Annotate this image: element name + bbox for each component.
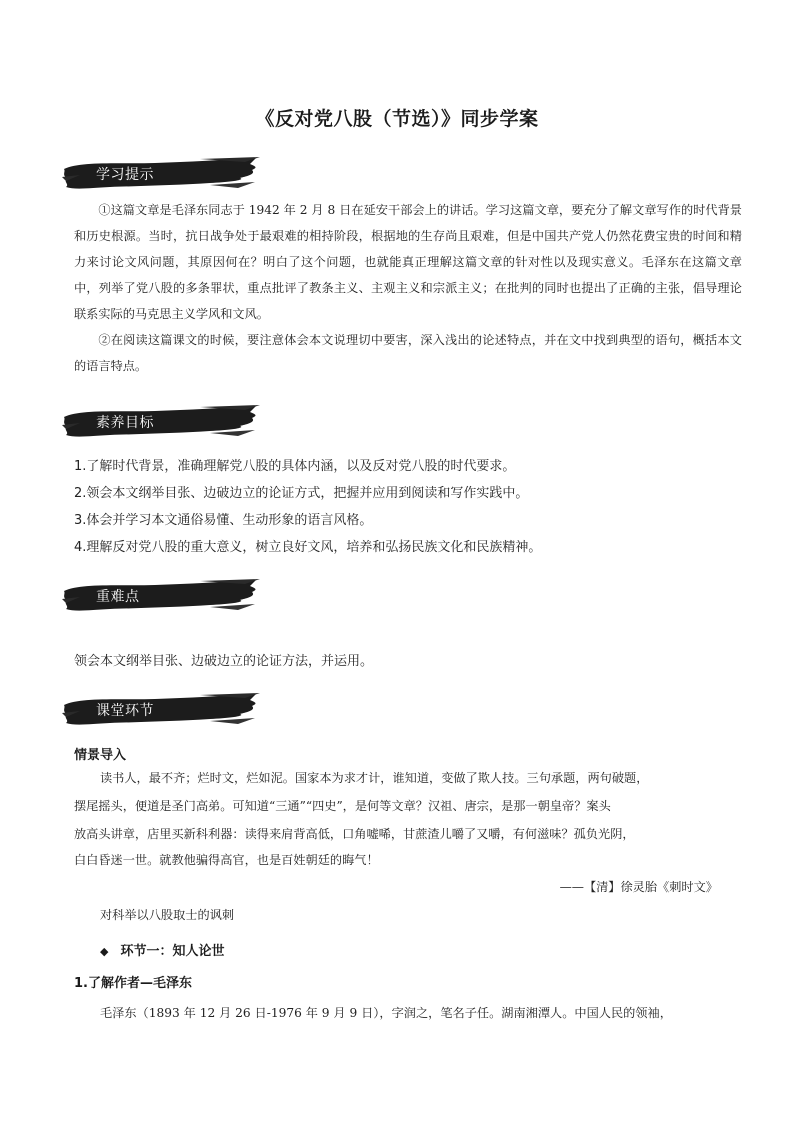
poem-line-2: 摆尾摇头，便道是圣门高弟。可知道“三通”“四史”，是何等文章？汉祖、唐宗，是那一朝皇帝？案头 xyxy=(74,799,611,813)
goal-item-3: 3.体会并学习本文通俗易懂、生动形象的语言风格。 xyxy=(74,513,373,528)
key-points-text: 领会本文纲举目张、边破边立的论证方法，并运用。 xyxy=(74,654,374,669)
brush-stroke-decoration xyxy=(60,693,260,727)
section-label-class: 课堂环节 xyxy=(96,703,154,719)
satire-note: 对科举以八股取士的讽刺 xyxy=(100,908,235,922)
section-label-key-points: 重难点 xyxy=(96,589,140,605)
link-one-label: 环节一：知人论世 xyxy=(120,944,225,959)
brush-stroke-decoration xyxy=(60,405,260,439)
intro-heading: 情景导入 xyxy=(74,748,127,763)
poem-line-1: 读书人，最不齐；烂时文，烂如泥。国家本为求才计，谁知道，变做了欺人技。三句承题，两句破题， xyxy=(100,771,649,785)
diamond-bullet-icon: ◆ xyxy=(100,945,109,958)
hints-paragraph-1: ①这篇文章是毛泽东同志于 1942 年 2 月 8 日在延安干部会上的讲话。学习这篇文章，要充分了解文章写作的时代背景和历史根源。当时，抗日战争处于最艰难的相持阶段，根据地的生存尚且艰难，但是中国共产党人仍然花费宝贵的时间和精力来讨论文风问题，其原因何在？明白了这个问题，也就能真正理解这篇文章的针对性以及现实意义。毛泽东在这篇文章中，列举了党八股的多条罪状，重点批评了教条主义、主观主义和宗派主义；在批判的同时也提出了正确的主张，倡导理论联系实际的马克思主义学风和文风。 xyxy=(74,203,742,321)
section-header-class xyxy=(60,693,260,727)
section-label-goals: 素养目标 xyxy=(96,415,154,431)
goal-item-4: 4.理解反对党八股的重大意义，树立良好文风，培养和弘扬民族文化和民族精神。 xyxy=(74,540,542,555)
link-one-heading xyxy=(100,940,224,959)
brush-stroke-decoration xyxy=(60,157,260,191)
section-label-hints: 学习提示 xyxy=(96,167,154,183)
poem-line-3: 放高头讲章，店里买新科利器：读得来肩背高低，口角嘘唏，甘蔗渣儿嚼了又嚼，有何滋味？孤负光阴， xyxy=(74,827,635,841)
author-sub-heading: 1.了解作者—毛泽东 xyxy=(74,976,192,991)
section-header-hints xyxy=(60,157,260,191)
hints-paragraph-2: ②在阅读这篇课文的时候，要注意体会本文说理切中要害，深入浅出的论述特点，并在文中找到典型的语句，概括本文的语言特点。 xyxy=(74,333,742,373)
goal-item-1: 1.了解时代背景，准确理解党八股的具体内涵，以及反对党八股的时代要求。 xyxy=(74,459,516,474)
brush-stroke-decoration xyxy=(60,579,260,613)
section-header-goals xyxy=(60,405,260,439)
poem-line-4: 白白昏迷一世。就教他骗得高官，也是百姓朝廷的晦气！ xyxy=(74,853,379,867)
poem-source: ——【清】徐灵胎《刺时文》 xyxy=(559,880,718,894)
author-intro-text: 毛泽东（1893 年 12 月 26 日-1976 年 9 月 9 日），字润之，笔名子任。湖南湘潭人。中国人民的领袖， xyxy=(100,1006,672,1020)
page-title: 《反对党八股（节选）》同步学案 xyxy=(255,108,539,130)
section-header-key-points xyxy=(60,579,260,613)
goal-item-2: 2.领会本文纲举目张、边破边立的论证方式，把握并应用到阅读和写作实践中。 xyxy=(74,486,529,501)
